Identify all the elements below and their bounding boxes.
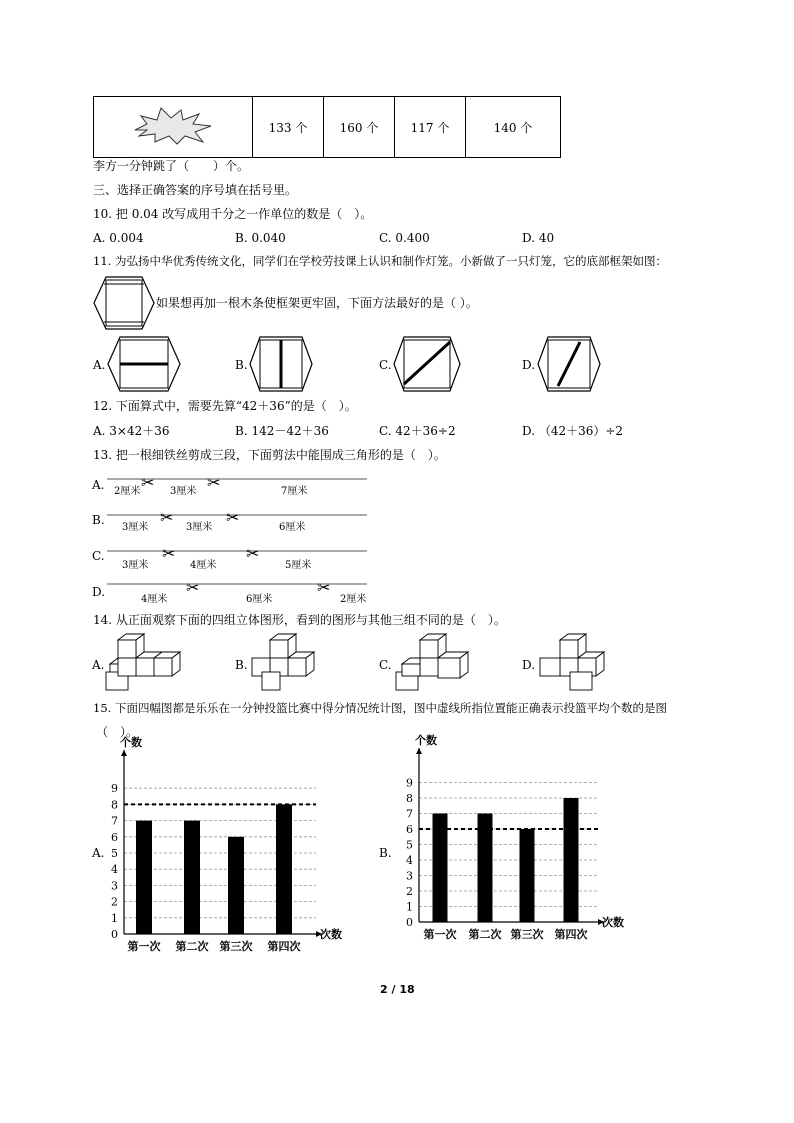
x-tick-label: 第三次 bbox=[219, 940, 253, 953]
segment-label: 4厘米 bbox=[190, 560, 217, 571]
frame-option-b-icon bbox=[248, 336, 314, 392]
y-tick-label: 1 bbox=[111, 911, 118, 925]
q10-stem: 10. 把 0.04 改写成用千分之一作单位的数是（ ）。 bbox=[93, 207, 373, 221]
frame-option-d-icon bbox=[536, 336, 602, 392]
q10-option-b: B. 0.040 bbox=[235, 231, 286, 245]
x-tick-label: 第二次 bbox=[468, 928, 502, 941]
q14-label-b: B. bbox=[235, 658, 248, 672]
y-tick-label: 5 bbox=[111, 847, 118, 860]
y-tick-label: 5 bbox=[406, 838, 413, 852]
table-cell: 133 个 bbox=[253, 97, 324, 158]
q9-tail: 李方一分钟跳了（ ）个。 bbox=[93, 159, 250, 173]
q12-option-a: A. 3×42＋36 bbox=[93, 424, 170, 438]
frame-option-c-icon bbox=[392, 336, 462, 392]
q15-stem2: （ ）。 bbox=[96, 725, 139, 739]
cube-stack-a-icon bbox=[106, 634, 188, 692]
rope-count-table bbox=[93, 96, 561, 158]
segment-label: 3厘米 bbox=[186, 522, 213, 533]
q11-label-d: D. bbox=[522, 358, 536, 372]
y-tick-label: 4 bbox=[111, 863, 118, 877]
q13-label-c: C. bbox=[92, 549, 105, 563]
q14-label-a: A. bbox=[92, 658, 105, 672]
y-tick-label: 0 bbox=[111, 928, 118, 941]
q11-stem2: 如果想再加一根木条使框架更牢固，下面方法最好的是（ ）。 bbox=[156, 296, 478, 310]
q12-option-c: C. 42＋36÷2 bbox=[379, 424, 456, 438]
bar bbox=[276, 804, 292, 934]
q11-label-c: C. bbox=[379, 358, 392, 372]
bar bbox=[228, 837, 244, 934]
q12-option-d: D. （42＋36）÷2 bbox=[522, 424, 624, 438]
cube-stack-d-icon bbox=[538, 634, 610, 692]
q14-label-c: C. bbox=[379, 658, 392, 672]
q13-label-b: B. bbox=[92, 513, 105, 527]
bar-chart-a bbox=[104, 736, 364, 958]
frame-option-a-icon bbox=[106, 336, 182, 392]
q13-stem: 13. 把一根细铁丝剪成三段，下面剪法中能围成三角形的是（ ）。 bbox=[93, 448, 446, 462]
burst-icon bbox=[133, 106, 213, 146]
section-heading: 三、选择正确答案的序号填在括号里。 bbox=[93, 183, 298, 197]
segment-label: 2厘米 bbox=[114, 486, 141, 497]
q12-option-b: B. 142－42＋36 bbox=[235, 424, 329, 438]
segment-label: 3厘米 bbox=[122, 560, 149, 571]
q11-label-a: A. bbox=[93, 358, 106, 372]
segment-label: 3厘米 bbox=[170, 486, 197, 497]
x-tick-label: 第四次 bbox=[267, 940, 301, 953]
y-axis-label: 个数 bbox=[120, 736, 142, 749]
scissors-icon: ✂ bbox=[207, 473, 221, 492]
y-axis-label: 个数 bbox=[415, 734, 437, 747]
x-axis-label: 次数 bbox=[320, 928, 342, 941]
y-tick-label: 1 bbox=[406, 900, 413, 914]
table-cell: 140 个 bbox=[466, 97, 561, 158]
scissors-icon: ✂ bbox=[246, 544, 260, 563]
scissors-icon: ✂ bbox=[226, 508, 240, 527]
q11-label-b: B. bbox=[235, 358, 248, 372]
bar bbox=[184, 821, 200, 934]
q14-stem: 14. 从正面观察下面的四组立体图形，看到的图形与其他三组不同的是（ ）。 bbox=[93, 613, 506, 627]
y-tick-label: 7 bbox=[406, 807, 413, 821]
segment-label: 7厘米 bbox=[281, 486, 308, 497]
lantern-frame-icon bbox=[92, 276, 156, 330]
q13-label-a: A. bbox=[92, 478, 105, 492]
y-tick-label: 2 bbox=[111, 895, 118, 909]
segment-label: 2厘米 bbox=[340, 594, 367, 605]
q13-label-d: D. bbox=[92, 585, 106, 599]
chart-b-label: B. bbox=[379, 846, 392, 860]
y-tick-label: 9 bbox=[111, 782, 118, 796]
x-tick-label: 第一次 bbox=[127, 940, 161, 953]
q11-stem: 11. 为弘扬中华优秀传统文化，同学们在学校劳技课上认识和制作灯笼。小新做了一只灯笼，它的底部框架如图： bbox=[93, 254, 667, 268]
bar-chart-b bbox=[392, 734, 642, 944]
x-tick-label: 第二次 bbox=[175, 940, 209, 953]
y-tick-label: 4 bbox=[406, 854, 413, 867]
q10-option-a: A. 0.004 bbox=[93, 231, 144, 245]
y-tick-label: 8 bbox=[406, 792, 413, 805]
x-axis-label: 次数 bbox=[602, 916, 624, 929]
chart-a-label: A. bbox=[92, 846, 105, 860]
y-tick-label: 6 bbox=[111, 830, 118, 844]
page-number: 2 / 18 bbox=[380, 983, 415, 996]
segment-label: 6厘米 bbox=[246, 594, 273, 605]
q10-option-d: D. 40 bbox=[522, 231, 555, 245]
table-image-cell bbox=[94, 97, 253, 158]
bar bbox=[136, 821, 152, 934]
y-tick-label: 6 bbox=[406, 823, 413, 836]
scissors-icon: ✂ bbox=[162, 544, 176, 563]
q15-stem: 15. 下面四幅图都是乐乐在一分钟投篮比赛中得分情况统计图，图中虚线所指位置能正确表示投篮平均个数的是图 bbox=[93, 701, 667, 715]
scissors-icon: ✂ bbox=[141, 473, 155, 492]
x-tick-label: 第四次 bbox=[554, 928, 588, 941]
y-tick-label: 7 bbox=[111, 814, 118, 828]
segment-label: 4厘米 bbox=[141, 594, 168, 605]
y-tick-label: 2 bbox=[406, 885, 413, 898]
scissors-icon: ✂ bbox=[160, 508, 174, 527]
y-tick-label: 3 bbox=[111, 879, 118, 893]
table-cell: 160 个 bbox=[324, 97, 395, 158]
table-cell: 117 个 bbox=[395, 97, 466, 158]
q12-stem: 12. 下面算式中，需要先算“42＋36”的是（ ）。 bbox=[93, 399, 357, 413]
q10-option-c: C. 0.400 bbox=[379, 231, 430, 245]
y-axis-arrow bbox=[121, 750, 127, 756]
y-tick-label: 8 bbox=[111, 798, 118, 812]
cube-stack-c-icon bbox=[394, 634, 472, 692]
segment-label: 6厘米 bbox=[279, 522, 306, 533]
y-tick-label: 3 bbox=[406, 869, 413, 883]
scissors-icon: ✂ bbox=[317, 578, 331, 597]
y-tick-label: 9 bbox=[406, 776, 413, 790]
q14-label-d: D. bbox=[522, 658, 536, 672]
x-tick-label: 第一次 bbox=[423, 928, 457, 941]
scissors-icon: ✂ bbox=[186, 578, 200, 597]
bar bbox=[520, 829, 535, 922]
segment-label: 3厘米 bbox=[122, 522, 149, 533]
y-axis-arrow bbox=[416, 748, 422, 754]
segment-label: 5厘米 bbox=[285, 560, 312, 571]
cube-stack-b-icon bbox=[248, 634, 320, 692]
x-tick-label: 第三次 bbox=[510, 928, 544, 941]
y-tick-label: 0 bbox=[406, 916, 413, 929]
bar bbox=[564, 798, 579, 922]
